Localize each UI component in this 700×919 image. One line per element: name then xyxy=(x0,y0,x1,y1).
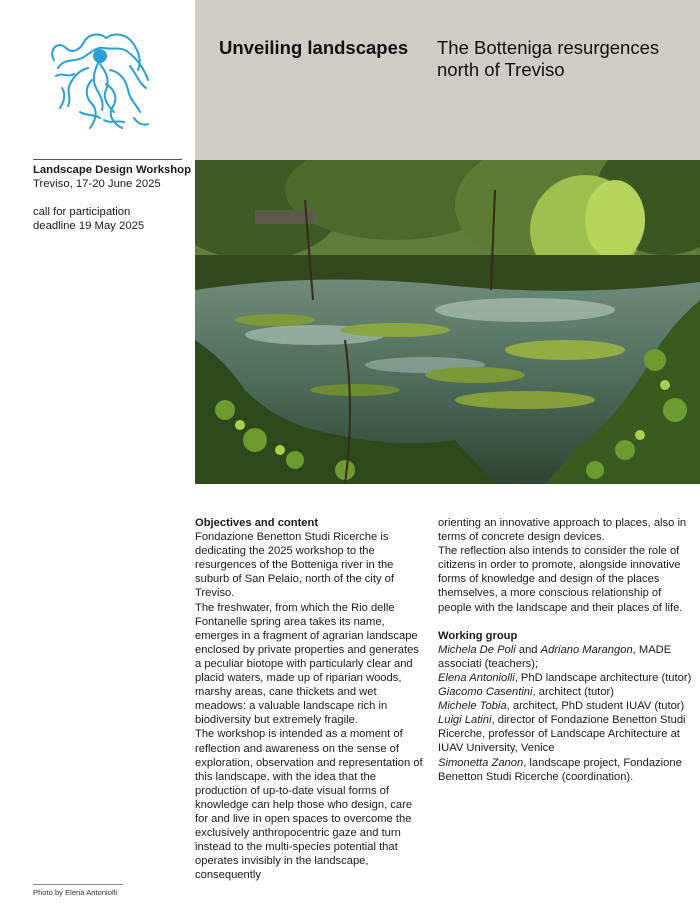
member-2: Elena Antoniolli, PhD landscape architecture (tutor) xyxy=(438,671,692,684)
objectives-paragraph-3-continued: orienting an innovative approach to places, also in terms of concrete design devices. xyxy=(438,517,687,544)
event-info xyxy=(33,163,193,233)
member-6: Simonetta Zanon, landscape project, Fondazione Benetton Studi Ricerche (coordination). xyxy=(438,756,682,783)
dancing-figure-logo-icon xyxy=(44,28,152,136)
objectives-paragraph-1: Fondazione Benetton Studi Ricerche is dedicating the 2025 workshop to the resurgences of the Botteniga river in the suburb of San Pelaio, north of the city of Treviso. xyxy=(195,531,395,600)
member-4: Michele Tobia, architect, PhD student IUAV (tutor) xyxy=(438,700,685,713)
member-1: Michela De Poli and Adriano Marangon, MADE associati (teachers); xyxy=(438,643,672,670)
river-resurgence-photo xyxy=(195,160,700,484)
objectives-column-left xyxy=(195,516,427,882)
working-group-heading: Working group xyxy=(438,629,518,642)
objectives-heading: Objectives and content xyxy=(195,517,319,529)
member-5: Luigi Latini, director of Fondazione Benetton Studi Ricerche, professor of Landscape Architecture at IUAV University, Venice xyxy=(438,714,686,755)
objectives-paragraph-4: The reflection also intends to consider the role of citizens in order to promote, alongside innovative forms of knowledge and design of the places themselves, a more conscious relationship of people with the landscape and their places of life. xyxy=(438,545,683,614)
call-line-1: call for participation xyxy=(33,206,131,218)
objectives-paragraph-2: The freshwater, from which the Rio delle Fontanelle spring area takes its name, emerges in a fragment of agrarian landscape enclosed by private properties and generates a peculiar biotope with particularly clear and placid waters, made up of riparian woods, marshy areas, cane thickets and wet meadows: a valuable landscape rich in biodiversity but extremely fragile. xyxy=(195,601,419,727)
title-unveiling-landscapes: Unveiling landscapes xyxy=(219,37,409,58)
event-name: Landscape Design Workshop xyxy=(33,164,191,176)
objectives-column-right xyxy=(438,516,693,784)
divider-bottom xyxy=(33,884,123,885)
title-botteniga-resurgences: The Botteniga resurgences north of Treviso xyxy=(437,37,660,80)
divider-top xyxy=(33,159,182,160)
photo-credit: Photo by Elena Antoniolli xyxy=(33,888,118,897)
call-line-2: deadline 19 May 2025 xyxy=(33,220,145,232)
event-dates: Treviso, 17-20 June 2025 xyxy=(33,178,161,190)
member-3: Giacomo Casentini, architect (tutor) xyxy=(438,686,614,699)
objectives-paragraph-3: The workshop is intended as a moment of reflection and awareness on the sense of exploration, observation and representation of this landscape, with the idea that the production of up-to-date visual forms of knowledge can help those who design, care for and live in open spaces to overcome the exclusively anthropocentric gaze and turn instead to the multi-species potential that operates invisibly in the landscape, consequently xyxy=(195,728,423,882)
